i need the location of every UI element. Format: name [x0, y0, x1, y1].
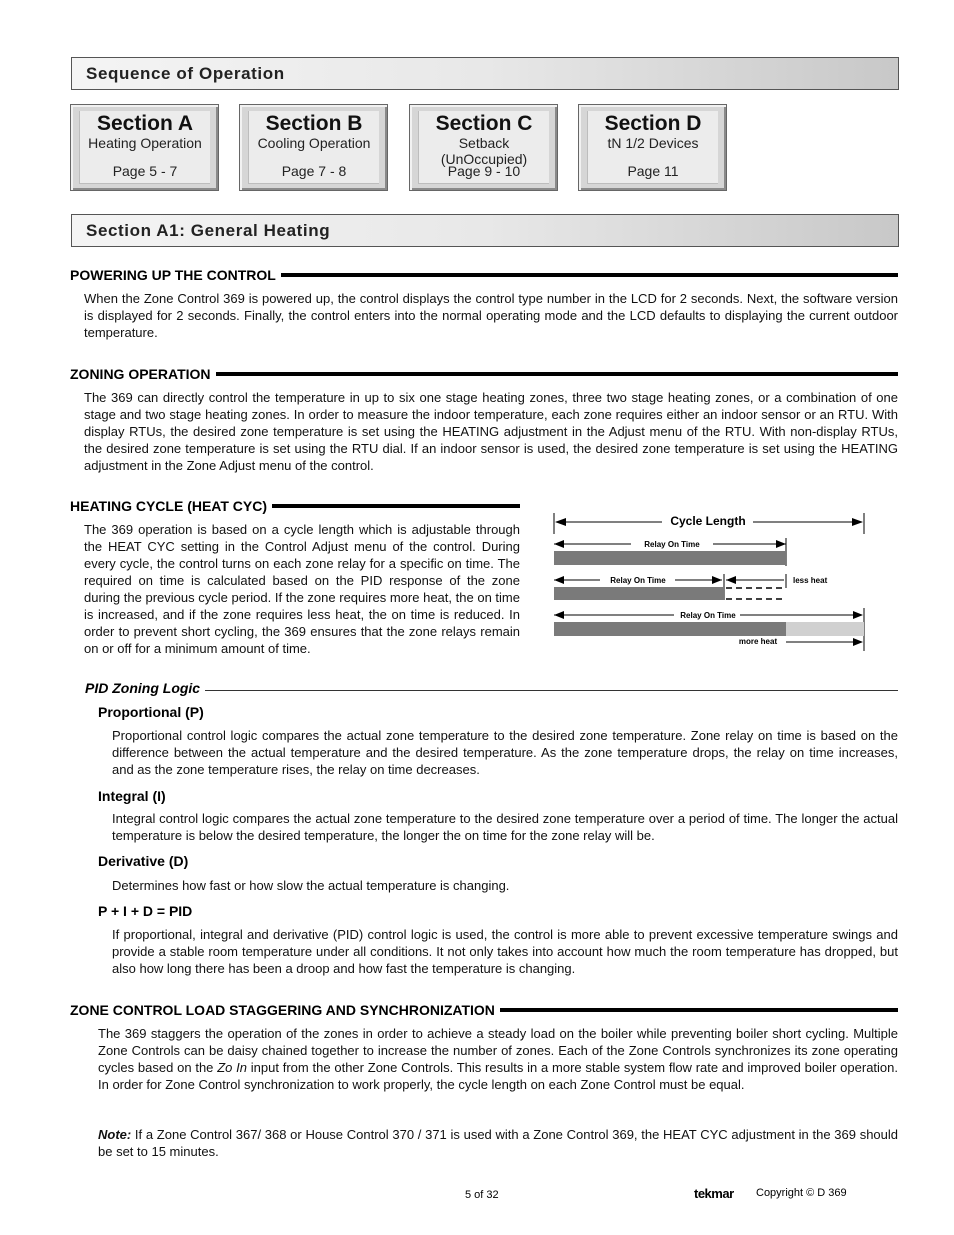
- copyright-text: Copyright © D 369: [756, 1187, 847, 1199]
- relay-bar-1: [554, 551, 786, 565]
- section-c-desc: Setback: [458, 135, 510, 151]
- relay-bar-3: [554, 622, 786, 636]
- pid-heading-text: PID Zoning Logic: [85, 680, 201, 696]
- staggering-heading-text: ZONE CONTROL LOAD STAGGERING AND SYNCHRONIZATION: [70, 1002, 495, 1018]
- section-c-button[interactable]: [409, 104, 558, 191]
- pid-sum-heading: P + I + D = PID: [98, 903, 193, 919]
- page-number: 5 of 32: [465, 1189, 499, 1201]
- note-text: If a Zone Control 367/ 368 or House Control 370 / 371 is used with a Zone Control 369, the HEAT CYC adjustment in the 369 should be set to 15 minutes.: [98, 1127, 898, 1159]
- zo-in-term: Zo In: [217, 1060, 247, 1075]
- powering-up-text: When the Zone Control 369 is powered up, the control displays the control type number in the LCD for 2 seconds. Next, the software version is displayed for 2 seconds. Finally, the control enters into the normal operating mode and the LCD defaults to displaying the current outdoor temperature.: [84, 291, 898, 340]
- powering-up-heading-text: POWERING UP THE CONTROL: [70, 267, 276, 283]
- pid-sum-text: If proportional, integral and derivative (PID) control logic is used, the control is more able to prevent excessive temperature swings and provide a stable room temperature under all conditions. It not only takes into account how much the room temperature has dropped, but also how long there has been a droop and how fast the temperature is changing.: [112, 927, 898, 976]
- pid-heading-rule: [205, 690, 898, 691]
- section-b-button[interactable]: [239, 104, 388, 191]
- staggering-note: [98, 1126, 898, 1160]
- cycle-length-label: Cycle Length: [670, 514, 746, 528]
- sequence-header-bar: [71, 57, 899, 90]
- section-b-desc: Cooling Operation: [257, 135, 371, 151]
- integral-heading: Integral (I): [98, 788, 166, 804]
- cycle-length-diagram: [550, 508, 870, 658]
- relay-bar-2: [554, 587, 724, 600]
- integral-text: Integral control logic compares the actual zone temperature to the desired zone temperature over a period of time. The longer the actual temperature is below the desired temperature, the longer the on time for the zone relay will be.: [112, 811, 898, 843]
- section-a-button[interactable]: [70, 104, 219, 191]
- more-heat-label: more heat: [738, 637, 778, 646]
- tekmar-logo: tekmar: [694, 1186, 734, 1201]
- relay-on-time-label-3: Relay On Time: [680, 611, 736, 620]
- powering-up-heading: [70, 267, 898, 283]
- zoning-heading-text: ZONING OPERATION: [70, 366, 211, 382]
- staggering-text-before: The 369 staggers the operation of the zones in order to achieve a steady load on the boiler while preventing boiler short cycling. Multiple Zone Controls can be daisy chained together to increase the number of zones. Each of the Zone Controls synchronizes its zone operating cycles based on the: [98, 1026, 898, 1075]
- staggering-heading: [70, 1002, 898, 1018]
- heating-cycle-text: The 369 operation is based on a cycle length which is adjustable through the HEAT CYC setting in the Control Adjust menu of the control. During every cycle, the control turns on each zone relay for a specific on time. The required on time is calculated based on the PID response of the zone during the previous cycle period. If the zone requires more heat, the on time is increased, and if the zone requires less heat, the on time is reduced. In order to prevent short cycling, the 369 ensures that the zone relays remain on or off for a minimum amount of time.: [84, 522, 520, 656]
- section-c-title: Section C: [435, 112, 533, 135]
- section-a-desc: Heating Operation: [88, 135, 202, 151]
- section-d-button[interactable]: [578, 104, 727, 191]
- section-b-pages: Page 7 - 8: [281, 163, 347, 179]
- section-d-title: Section D: [604, 112, 702, 135]
- heating-cycle-heading: [70, 498, 520, 514]
- heading-rule: [281, 273, 898, 277]
- relay-on-time-label-2: Relay On Time: [610, 576, 666, 585]
- relay-bar-3-extension: [786, 622, 864, 636]
- proportional-text: Proportional control logic compares the actual zone temperature to the desired zone temperature. Zone relay on time is based on the difference between the actual temperature and the desired temperature. As the zone temperature drops, the relay on time increases, and as the zone temperature rises, the relay on time decreases.: [112, 728, 898, 777]
- sequence-header-title: Sequence of Operation: [86, 64, 285, 83]
- section-c-desc2: (UnOccupied): [440, 151, 528, 167]
- derivative-heading: Derivative (D): [98, 853, 189, 869]
- heading-rule: [216, 372, 898, 376]
- section-a-title: Section A: [96, 112, 194, 135]
- note-label: Note:: [98, 1127, 132, 1142]
- section-c-pages: Page 9 - 10: [447, 163, 521, 179]
- derivative-text: Determines how fast or how slow the actual temperature is changing.: [112, 878, 510, 893]
- relay-on-time-label-1: Relay On Time: [644, 540, 700, 549]
- zoning-text: The 369 can directly control the temperature in up to six one stage heating zones, three two stage heating zones, or a combination of one stage and two stage heating zones. In order to measure the indoor temperature, each zone requires either an indoor sensor or an RTU. With display RTUs, the desired zone temperature is set using the HEATING adjustment in the Adjust menu of the RTU. With non-display RTUs, the desired zone temperature is set using the RTU dial. If an indoor sensor is used, the desired zone temperature is set using the HEATING adjustment in the Zone Adjust menu of the control.: [84, 390, 898, 473]
- proportional-heading: Proportional (P): [98, 704, 204, 720]
- heating-cycle-heading-text: HEATING CYCLE (HEAT CYC): [70, 498, 268, 514]
- section-b-title: Section B: [265, 112, 363, 135]
- section-a1-title: Section A1: General Heating: [86, 221, 331, 240]
- section-a-pages: Page 5 - 7: [112, 163, 178, 179]
- pid-heading: [85, 680, 898, 696]
- section-d-pages: Page 11: [627, 163, 679, 179]
- staggering-text-after: input from the other Zone Controls. This results in a more stable system flow rate and improved boiler operation. In order for Zone Control synchronization to work properly, the cycle length on each Zone Control must be equal.: [98, 1060, 899, 1092]
- heading-rule: [272, 504, 520, 508]
- less-heat-label: less heat: [793, 576, 828, 585]
- heading-rule: [500, 1008, 898, 1012]
- zoning-heading: [70, 366, 898, 382]
- section-a1-header-bar: [71, 214, 899, 247]
- staggering-text: [98, 1025, 898, 1093]
- section-d-desc: tN 1/2 Devices: [607, 135, 699, 151]
